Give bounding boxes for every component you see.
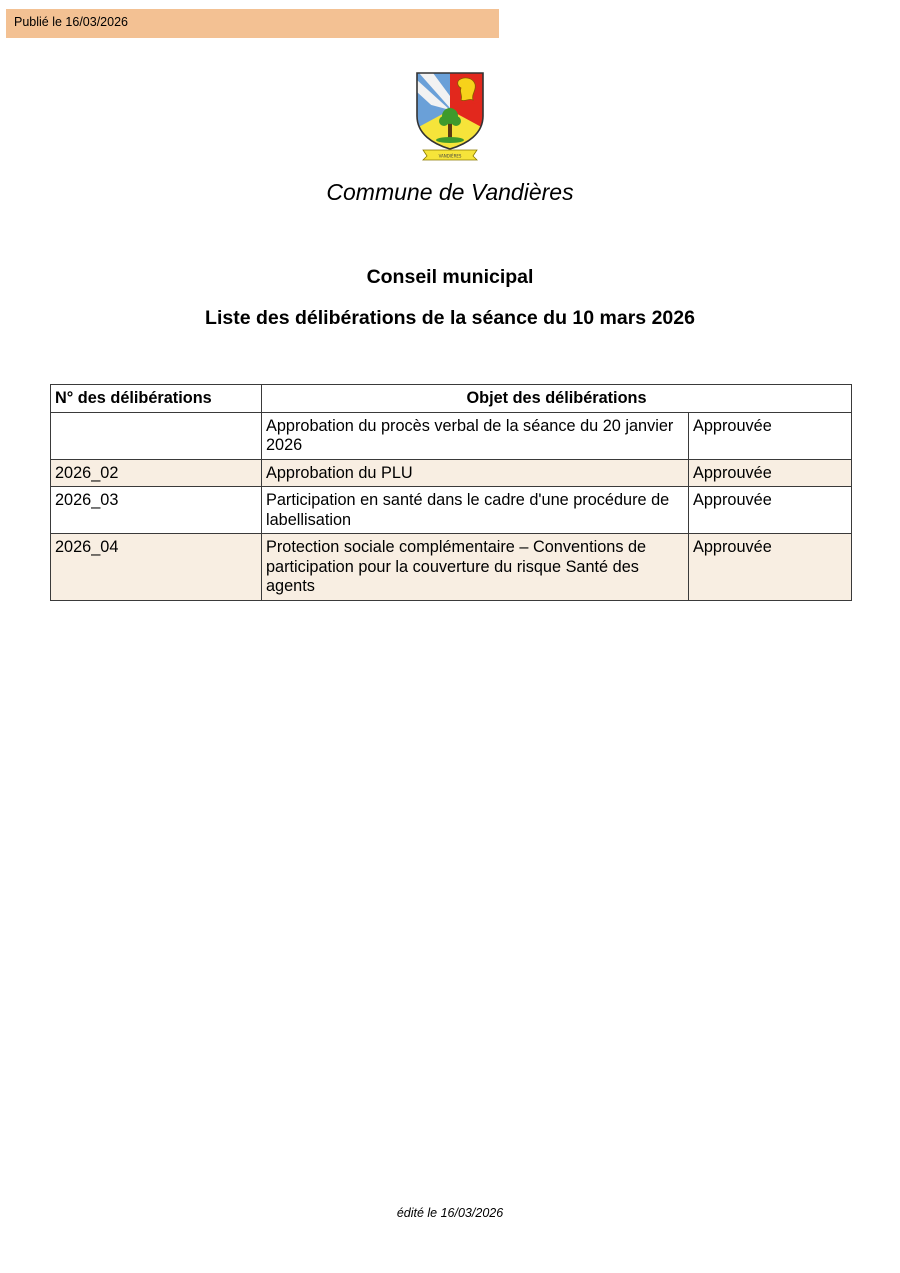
deliberation-object: Approbation du PLU [262, 459, 689, 487]
table-row [51, 459, 852, 487]
publication-banner [6, 9, 499, 38]
deliberation-object: Approbation du procès verbal de la séance du 20 janvier 2026 [262, 412, 689, 459]
table-row [51, 487, 852, 534]
commune-name: Commune de Vandières [326, 179, 574, 205]
deliberation-number: 2026_04 [51, 534, 262, 601]
deliberation-object: Protection sociale complémentaire – Conventions de participation pour la couverture du risque Santé des agents [262, 534, 689, 601]
deliberations-table [50, 384, 852, 601]
column-header-number: N° des délibérations [51, 385, 262, 413]
publication-date-text: Publié le 16/03/2026 [14, 15, 128, 29]
session-subtitle: Liste des délibérations de la séance du 10 mars 2026 [205, 307, 695, 329]
deliberation-status: Approuvée [689, 459, 852, 487]
deliberation-number: 2026_02 [51, 459, 262, 487]
deliberation-number [51, 412, 262, 459]
coat-of-arms-logo [413, 70, 487, 162]
deliberation-number: 2026_03 [51, 487, 262, 534]
column-header-object: Objet des délibérations [262, 385, 852, 413]
table-header-row [51, 385, 852, 413]
deliberation-object: Participation en santé dans le cadre d'une procédure de labellisation [262, 487, 689, 534]
edition-date-footer: édité le 16/03/2026 [396, 1206, 504, 1220]
table-row [51, 412, 852, 459]
deliberation-status: Approuvée [689, 534, 852, 601]
table-row [51, 534, 852, 601]
crest-motto: VANDIÈRES [438, 153, 462, 159]
deliberation-status: Approuvée [689, 487, 852, 534]
deliberation-status: Approuvée [689, 412, 852, 459]
council-title: Conseil municipal [366, 266, 534, 288]
